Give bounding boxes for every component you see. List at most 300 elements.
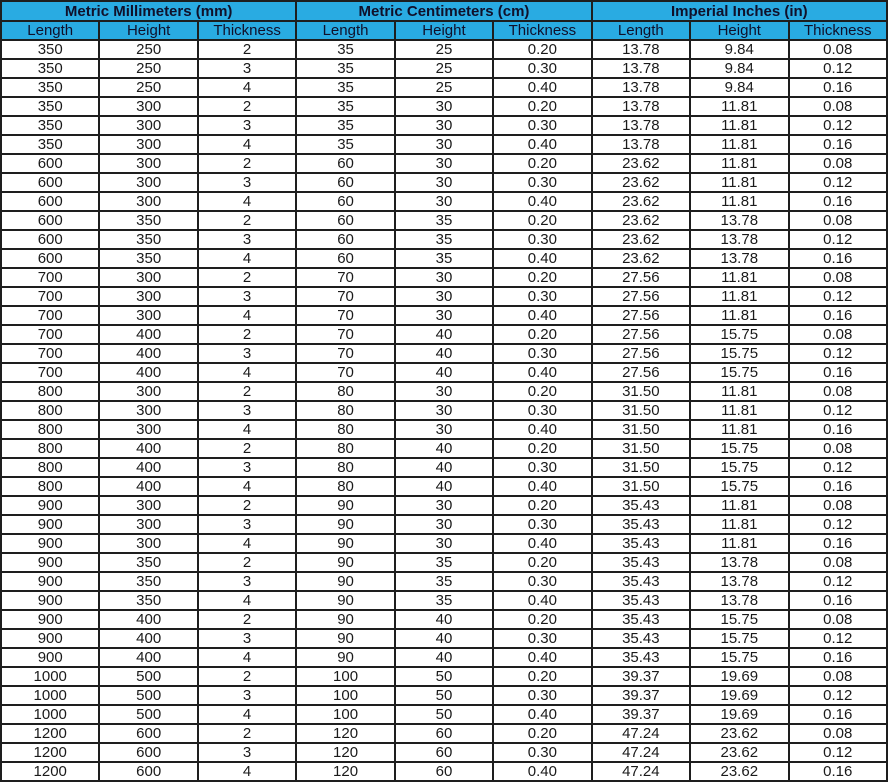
cell: 90 (296, 648, 394, 667)
cell: 13.78 (592, 59, 690, 78)
cell: 0.40 (493, 420, 591, 439)
cell: 0.12 (789, 515, 888, 534)
cell: 11.81 (690, 97, 788, 116)
cell: 80 (296, 401, 394, 420)
cell: 0.20 (493, 610, 591, 629)
cell: 15.75 (690, 477, 788, 496)
cell: 300 (99, 135, 197, 154)
cell: 350 (99, 230, 197, 249)
table-row (1, 591, 887, 610)
cell: 0.20 (493, 211, 591, 230)
cell: 0.30 (493, 515, 591, 534)
cell: 2 (198, 154, 296, 173)
cell: 31.50 (592, 458, 690, 477)
cell: 15.75 (690, 610, 788, 629)
cell: 23.62 (690, 762, 788, 781)
cell: 1200 (1, 743, 99, 762)
cell: 0.12 (789, 686, 888, 705)
cell: 1000 (1, 705, 99, 724)
cell: 0.08 (789, 97, 888, 116)
cell: 350 (99, 249, 197, 268)
cell: 39.37 (592, 667, 690, 686)
cell: 30 (395, 116, 493, 135)
cell: 27.56 (592, 363, 690, 382)
cell: 19.69 (690, 686, 788, 705)
cell: 30 (395, 401, 493, 420)
cell: 30 (395, 496, 493, 515)
cell: 70 (296, 268, 394, 287)
cell: 60 (395, 762, 493, 781)
cell: 0.40 (493, 363, 591, 382)
table-body (1, 40, 887, 781)
cell: 700 (1, 363, 99, 382)
cell: 60 (296, 249, 394, 268)
cell: 11.81 (690, 401, 788, 420)
cell: 80 (296, 458, 394, 477)
table-row (1, 515, 887, 534)
cell: 90 (296, 610, 394, 629)
cell: 0.16 (789, 135, 888, 154)
cell: 350 (1, 116, 99, 135)
cell: 80 (296, 439, 394, 458)
cell: 23.62 (690, 743, 788, 762)
cell: 0.12 (789, 173, 888, 192)
cell: 27.56 (592, 306, 690, 325)
cell: 500 (99, 667, 197, 686)
column-header-mm-thickness: Thickness (198, 21, 296, 40)
cell: 0.20 (493, 268, 591, 287)
cell: 23.62 (592, 230, 690, 249)
table-row (1, 648, 887, 667)
cell: 4 (198, 705, 296, 724)
cell: 30 (395, 420, 493, 439)
cell: 0.12 (789, 458, 888, 477)
cell: 250 (99, 78, 197, 97)
cell: 35 (395, 230, 493, 249)
cell: 350 (99, 211, 197, 230)
table-row (1, 458, 887, 477)
table-row (1, 610, 887, 629)
cell: 60 (296, 211, 394, 230)
cell: 2 (198, 40, 296, 59)
cell: 600 (1, 192, 99, 211)
cell: 0.20 (493, 724, 591, 743)
table-row (1, 439, 887, 458)
cell: 39.37 (592, 686, 690, 705)
cell: 31.50 (592, 477, 690, 496)
cell: 400 (99, 629, 197, 648)
cell: 0.40 (493, 135, 591, 154)
cell: 90 (296, 591, 394, 610)
cell: 900 (1, 591, 99, 610)
cell: 0.20 (493, 97, 591, 116)
cell: 0.12 (789, 230, 888, 249)
cell: 3 (198, 572, 296, 591)
cell: 1000 (1, 667, 99, 686)
table-row (1, 325, 887, 344)
cell: 0.40 (493, 534, 591, 553)
cell: 35 (395, 572, 493, 591)
cell: 0.12 (789, 401, 888, 420)
cell: 350 (1, 135, 99, 154)
table-row (1, 382, 887, 401)
cell: 2 (198, 724, 296, 743)
cell: 0.08 (789, 382, 888, 401)
cell: 3 (198, 686, 296, 705)
table-row (1, 667, 887, 686)
cell: 0.40 (493, 249, 591, 268)
cell: 4 (198, 135, 296, 154)
cell: 11.81 (690, 382, 788, 401)
cell: 15.75 (690, 344, 788, 363)
cell: 11.81 (690, 173, 788, 192)
table-row (1, 135, 887, 154)
cell: 30 (395, 534, 493, 553)
cell: 0.08 (789, 154, 888, 173)
cell: 400 (99, 363, 197, 382)
cell: 47.24 (592, 762, 690, 781)
cell: 35 (296, 116, 394, 135)
cell: 35 (296, 40, 394, 59)
cell: 35.43 (592, 591, 690, 610)
table-row (1, 724, 887, 743)
cell: 0.30 (493, 230, 591, 249)
table-row (1, 572, 887, 591)
cell: 4 (198, 192, 296, 211)
cell: 700 (1, 268, 99, 287)
cell: 50 (395, 705, 493, 724)
cell: 2 (198, 439, 296, 458)
cell: 70 (296, 344, 394, 363)
cell: 0.40 (493, 78, 591, 97)
cell: 47.24 (592, 743, 690, 762)
column-header-mm-height: Height (99, 21, 197, 40)
table-row (1, 173, 887, 192)
cell: 500 (99, 705, 197, 724)
cell: 3 (198, 287, 296, 306)
cell: 35.43 (592, 610, 690, 629)
cell: 9.84 (690, 59, 788, 78)
cell: 0.16 (789, 534, 888, 553)
cell: 11.81 (690, 515, 788, 534)
cell: 0.16 (789, 78, 888, 97)
cell: 4 (198, 591, 296, 610)
cell: 300 (99, 420, 197, 439)
cell: 800 (1, 477, 99, 496)
cell: 11.81 (690, 306, 788, 325)
cell: 0.16 (789, 591, 888, 610)
cell: 4 (198, 762, 296, 781)
cell: 2 (198, 667, 296, 686)
cell: 3 (198, 743, 296, 762)
cell: 250 (99, 59, 197, 78)
cell: 30 (395, 173, 493, 192)
cell: 0.12 (789, 629, 888, 648)
cell: 13.78 (690, 591, 788, 610)
cell: 100 (296, 686, 394, 705)
cell: 600 (1, 249, 99, 268)
cell: 600 (1, 230, 99, 249)
cell: 900 (1, 629, 99, 648)
cell: 35 (395, 249, 493, 268)
cell: 35.43 (592, 648, 690, 667)
cell: 1200 (1, 724, 99, 743)
cell: 15.75 (690, 458, 788, 477)
cell: 13.78 (690, 572, 788, 591)
cell: 0.08 (789, 724, 888, 743)
cell: 300 (99, 496, 197, 515)
cell: 40 (395, 363, 493, 382)
cell: 35 (296, 78, 394, 97)
cell: 35 (296, 59, 394, 78)
cell: 40 (395, 439, 493, 458)
cell: 0.16 (789, 477, 888, 496)
cell: 900 (1, 648, 99, 667)
cell: 350 (1, 40, 99, 59)
cell: 15.75 (690, 648, 788, 667)
cell: 700 (1, 325, 99, 344)
cell: 3 (198, 629, 296, 648)
cell: 2 (198, 496, 296, 515)
column-header-cm-length: Length (296, 21, 394, 40)
cell: 70 (296, 363, 394, 382)
cell: 0.30 (493, 686, 591, 705)
table-row (1, 287, 887, 306)
cell: 600 (1, 211, 99, 230)
cell: 0.20 (493, 439, 591, 458)
cell: 90 (296, 515, 394, 534)
table-row (1, 344, 887, 363)
table-row (1, 78, 887, 97)
cell: 27.56 (592, 325, 690, 344)
table-row (1, 116, 887, 135)
column-header-in-height: Height (690, 21, 788, 40)
cell: 0.30 (493, 287, 591, 306)
table-row (1, 97, 887, 116)
cell: 30 (395, 154, 493, 173)
cell: 0.16 (789, 648, 888, 667)
cell: 4 (198, 648, 296, 667)
cell: 600 (1, 173, 99, 192)
cell: 3 (198, 458, 296, 477)
cell: 3 (198, 401, 296, 420)
cell: 1200 (1, 762, 99, 781)
cell: 0.16 (789, 762, 888, 781)
cell: 900 (1, 534, 99, 553)
table-row (1, 401, 887, 420)
cell: 13.78 (592, 135, 690, 154)
cell: 400 (99, 610, 197, 629)
cell: 0.16 (789, 249, 888, 268)
cell: 800 (1, 420, 99, 439)
cell: 350 (99, 591, 197, 610)
cell: 0.12 (789, 572, 888, 591)
cell: 0.30 (493, 116, 591, 135)
cell: 40 (395, 648, 493, 667)
cell: 35 (395, 591, 493, 610)
cell: 35.43 (592, 572, 690, 591)
cell: 35 (296, 135, 394, 154)
cell: 13.78 (690, 249, 788, 268)
cell: 30 (395, 192, 493, 211)
table-row (1, 59, 887, 78)
cell: 0.12 (789, 116, 888, 135)
group-header-imperial-in: Imperial Inches (in) (592, 1, 887, 21)
cell: 700 (1, 306, 99, 325)
cell: 0.08 (789, 553, 888, 572)
cell: 0.16 (789, 420, 888, 439)
cell: 120 (296, 743, 394, 762)
cell: 90 (296, 496, 394, 515)
cell: 4 (198, 534, 296, 553)
cell: 70 (296, 306, 394, 325)
cell: 3 (198, 344, 296, 363)
cell: 0.08 (789, 268, 888, 287)
cell: 90 (296, 553, 394, 572)
cell: 0.20 (493, 553, 591, 572)
cell: 2 (198, 268, 296, 287)
cell: 80 (296, 420, 394, 439)
cell: 300 (99, 287, 197, 306)
cell: 400 (99, 477, 197, 496)
cell: 2 (198, 325, 296, 344)
cell: 800 (1, 439, 99, 458)
cell: 300 (99, 515, 197, 534)
cell: 350 (1, 78, 99, 97)
cell: 30 (395, 287, 493, 306)
column-header-in-length: Length (592, 21, 690, 40)
cell: 47.24 (592, 724, 690, 743)
cell: 50 (395, 667, 493, 686)
cell: 2 (198, 97, 296, 116)
table-row (1, 629, 887, 648)
table-row (1, 534, 887, 553)
cell: 300 (99, 192, 197, 211)
cell: 35.43 (592, 515, 690, 534)
cell: 400 (99, 458, 197, 477)
cell: 350 (99, 553, 197, 572)
cell: 30 (395, 97, 493, 116)
cell: 40 (395, 325, 493, 344)
cell: 70 (296, 287, 394, 306)
cell: 70 (296, 325, 394, 344)
cell: 30 (395, 268, 493, 287)
table-row (1, 477, 887, 496)
cell: 30 (395, 382, 493, 401)
cell: 23.62 (592, 211, 690, 230)
cell: 39.37 (592, 705, 690, 724)
cell: 0.30 (493, 572, 591, 591)
cell: 400 (99, 325, 197, 344)
cell: 300 (99, 401, 197, 420)
cell: 60 (395, 724, 493, 743)
cell: 23.62 (690, 724, 788, 743)
cell: 35 (296, 97, 394, 116)
cell: 500 (99, 686, 197, 705)
cell: 0.20 (493, 382, 591, 401)
cell: 4 (198, 363, 296, 382)
cell: 13.78 (592, 40, 690, 59)
cell: 300 (99, 97, 197, 116)
cell: 25 (395, 59, 493, 78)
table-row (1, 230, 887, 249)
cell: 27.56 (592, 287, 690, 306)
cell: 40 (395, 629, 493, 648)
cell: 800 (1, 458, 99, 477)
cell: 15.75 (690, 363, 788, 382)
cell: 90 (296, 534, 394, 553)
cell: 4 (198, 249, 296, 268)
cell: 0.16 (789, 363, 888, 382)
cell: 800 (1, 401, 99, 420)
cell: 0.40 (493, 591, 591, 610)
cell: 350 (1, 97, 99, 116)
cell: 600 (99, 724, 197, 743)
cell: 0.08 (789, 496, 888, 515)
cell: 0.08 (789, 610, 888, 629)
cell: 11.81 (690, 154, 788, 173)
cell: 0.08 (789, 439, 888, 458)
cell: 60 (296, 192, 394, 211)
column-header-in-thickness: Thickness (789, 21, 888, 40)
table-row (1, 363, 887, 382)
cell: 3 (198, 59, 296, 78)
cell: 0.30 (493, 344, 591, 363)
cell: 11.81 (690, 420, 788, 439)
cell: 15.75 (690, 439, 788, 458)
table-row (1, 496, 887, 515)
column-header-mm-length: Length (1, 21, 99, 40)
cell: 30 (395, 306, 493, 325)
cell: 31.50 (592, 401, 690, 420)
cell: 0.20 (493, 154, 591, 173)
cell: 13.78 (690, 230, 788, 249)
cell: 11.81 (690, 268, 788, 287)
cell: 120 (296, 724, 394, 743)
cell: 0.40 (493, 762, 591, 781)
cell: 350 (99, 572, 197, 591)
cell: 0.16 (789, 306, 888, 325)
cell: 23.62 (592, 173, 690, 192)
cell: 25 (395, 40, 493, 59)
cell: 0.40 (493, 306, 591, 325)
cell: 60 (296, 154, 394, 173)
cell: 40 (395, 458, 493, 477)
cell: 40 (395, 610, 493, 629)
cell: 300 (99, 382, 197, 401)
cell: 800 (1, 382, 99, 401)
cell: 3 (198, 173, 296, 192)
cell: 60 (395, 743, 493, 762)
cell: 0.30 (493, 458, 591, 477)
cell: 23.62 (592, 154, 690, 173)
table-row (1, 40, 887, 59)
cell: 900 (1, 515, 99, 534)
cell: 120 (296, 762, 394, 781)
cell: 900 (1, 496, 99, 515)
cell: 13.78 (690, 211, 788, 230)
cell: 300 (99, 534, 197, 553)
cell: 11.81 (690, 287, 788, 306)
cell: 0.30 (493, 743, 591, 762)
cell: 80 (296, 477, 394, 496)
cell: 300 (99, 173, 197, 192)
cell: 0.40 (493, 705, 591, 724)
cell: 2 (198, 610, 296, 629)
cell: 31.50 (592, 439, 690, 458)
cell: 700 (1, 287, 99, 306)
cell: 40 (395, 477, 493, 496)
